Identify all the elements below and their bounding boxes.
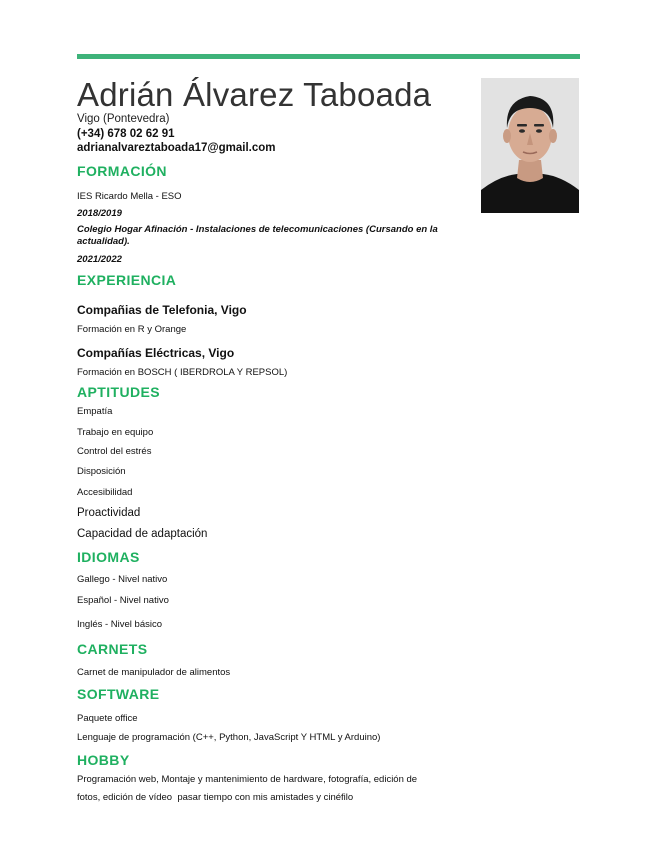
software-item: Paquete office xyxy=(77,713,138,724)
section-title-formacion: FORMACIÓN xyxy=(77,163,167,179)
job-detail: Formación en R y Orange xyxy=(77,324,187,335)
idioma-item: Español - Nivel nativo xyxy=(77,595,169,606)
aptitud-item: Empatía xyxy=(77,406,113,417)
candidate-location: Vigo (Pontevedra) xyxy=(77,113,170,125)
idioma-item: Inglés - Nivel básico xyxy=(77,619,163,630)
job-company: Compañias de Telefonia, Vigo xyxy=(77,303,247,317)
software-item: Lenguaje de programación (C++, Python, JavaScript Y HTML y Arduino) xyxy=(77,732,381,743)
aptitud-item: Control del estrés xyxy=(77,446,152,457)
section-title-aptitudes: APTITUDES xyxy=(77,384,160,400)
section-title-hobby: HOBBY xyxy=(77,752,130,768)
aptitud-item: Proactividad xyxy=(77,507,141,519)
hobby-line: Programación web, Montaje y mantenimiento de hardware, fotografía, edición de xyxy=(77,774,418,785)
section-title-idiomas: IDIOMAS xyxy=(77,549,140,565)
idioma-item: Gallego - Nivel nativo xyxy=(77,574,168,585)
carnet-item: Carnet de manipulador de alimentos xyxy=(77,667,231,678)
formacion-item: 2018/2019 xyxy=(77,208,122,219)
aptitud-item: Trabajo en equipo xyxy=(77,427,154,438)
job-company: Compañías Eléctricas, Vigo xyxy=(77,346,235,360)
formacion-item: 2021/2022 xyxy=(77,254,122,265)
formacion-item: IES Ricardo Mella - ESO xyxy=(77,191,182,202)
header-accent-bar xyxy=(77,54,580,59)
portrait-icon xyxy=(481,78,579,213)
candidate-email: adrianalvareztaboada17@gmail.com xyxy=(77,142,276,154)
hobby-line: fotos, edición de vídeo pasar tiempo con mis amistades y cinéfilo xyxy=(77,792,354,803)
candidate-phone: (+34) 678 02 62 91 xyxy=(77,128,175,140)
aptitud-item: Accesibilidad xyxy=(77,487,133,498)
profile-photo xyxy=(481,78,579,213)
formacion-item: Colegio Hogar Afinación - Instalaciones de telecomunicaciones (Cursando en la actualidad). xyxy=(77,224,438,247)
section-title-carnets: CARNETS xyxy=(77,641,148,657)
job-detail: Formación en BOSCH ( IBERDROLA Y REPSOL) xyxy=(77,367,288,378)
aptitud-item: Capacidad de adaptación xyxy=(77,528,208,540)
candidate-name: Adrián Álvarez Taboada xyxy=(77,76,432,113)
aptitud-item: Disposición xyxy=(77,466,126,477)
section-title-software: SOFTWARE xyxy=(77,686,160,702)
section-title-experiencia: EXPERIENCIA xyxy=(77,272,177,288)
